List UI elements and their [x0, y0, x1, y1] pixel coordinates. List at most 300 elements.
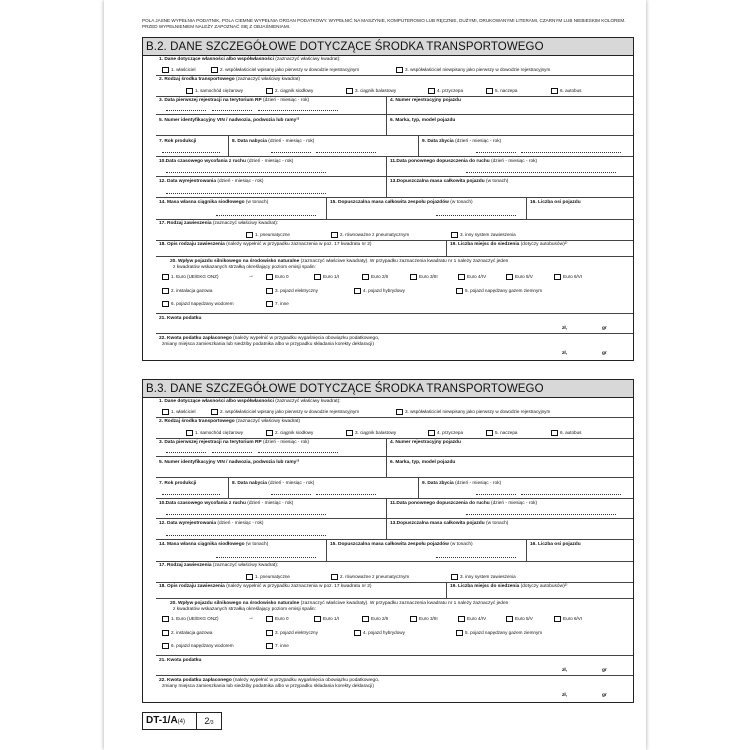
- field-hint: (dzień - miesiąc - rok): [491, 501, 538, 506]
- option-label: 1. samochód ciężarowy: [195, 88, 244, 94]
- checkbox[interactable]: [211, 67, 218, 73]
- option-other-fuel[interactable]: [266, 643, 289, 649]
- option-label: 2. równoważne z pneumatycznym: [340, 574, 410, 580]
- option-label: Euro 3/III: [419, 274, 438, 280]
- option-label: 3. ciągnik balastowy: [355, 88, 397, 94]
- year-line[interactable]: [162, 152, 220, 153]
- option-truck[interactable]: [186, 430, 243, 436]
- unit-gr: gr: [602, 693, 607, 698]
- option-euro-0[interactable]: [266, 274, 289, 280]
- option-co-owner-first[interactable]: [211, 409, 359, 415]
- option-euro[interactable]: [162, 616, 218, 622]
- checkbox[interactable]: [186, 88, 193, 94]
- option-truck[interactable]: [186, 88, 243, 94]
- checkbox[interactable]: [458, 616, 465, 622]
- value-line[interactable]: [436, 215, 516, 216]
- field-hint: (dzień - miesiąc - rok): [247, 501, 294, 506]
- unit-gr: gr: [602, 668, 607, 673]
- checkbox[interactable]: [162, 643, 169, 649]
- option-label: 3. inny system zawieszenia: [460, 574, 516, 580]
- option-euro-6[interactable]: [554, 274, 582, 280]
- date-line[interactable]: [316, 152, 376, 153]
- option-label: 4. pojazd hybrydowy: [363, 630, 405, 636]
- option-other-suspension[interactable]: [451, 574, 516, 580]
- option-label: 1. pneumatyczne: [255, 232, 290, 238]
- checkbox[interactable]: [362, 616, 369, 622]
- option-euro-3[interactable]: [410, 274, 438, 280]
- option-label: Euro 6/VI: [563, 274, 583, 280]
- field-label-suspension: 17. Rodzaj zawieszenia: [159, 563, 212, 568]
- unit-gr: gr: [602, 326, 607, 331]
- option-label: 6. autobus: [560, 430, 582, 436]
- option-hybrid[interactable]: [354, 288, 405, 294]
- option-label: Euro 5/V: [515, 616, 533, 622]
- option-label: 4. przyczepa: [437, 430, 464, 436]
- option-label: 1. Euro (UE/EKG ONZ): [171, 616, 219, 622]
- field-hint: (zaznaczyć właściwe kwadraty). W przypadku zaznaczenia kwadratu nr 1 należy zaznaczyć jeden: [300, 259, 509, 264]
- option-label: 2. ciągnik siodłowy: [275, 430, 314, 436]
- option-euro-3[interactable]: [410, 616, 438, 622]
- option-other-fuel[interactable]: [266, 301, 289, 307]
- field-label-tax-paid: 22. Kwota podatku zapłaconego: [159, 678, 232, 683]
- field-label-disposal-date: 9. Data zbycia: [422, 139, 454, 144]
- row-environment: [156, 257, 633, 314]
- value-line[interactable]: [216, 557, 316, 558]
- row-vehicle-type: [156, 76, 633, 97]
- option-gas[interactable]: [162, 288, 212, 294]
- field-hint: (zaznaczyć właściwy kwadrat):: [212, 221, 279, 226]
- row-suspension: [156, 220, 633, 241]
- checkbox[interactable]: [314, 616, 321, 622]
- option-owner[interactable]: [162, 67, 196, 73]
- date-line[interactable]: [521, 494, 621, 495]
- option-label: 5. naczepa: [495, 88, 518, 94]
- field-hint: (dzień - miesiąc - rok): [455, 481, 502, 486]
- field-hint: (dzień - miesiąc - rok): [268, 139, 315, 144]
- date-line[interactable]: [466, 514, 616, 515]
- field-hint: (należy wypełnić w przypadku zaznaczenia w poz. 17 kwadratu nr 2): [226, 242, 372, 247]
- checkbox[interactable]: [410, 274, 417, 280]
- vehicle-section-3: [142, 379, 634, 703]
- unit-zl: zł,: [562, 326, 568, 331]
- field-label-tractor-mass: 14. Masa własna ciągnika siodłowego: [159, 542, 245, 547]
- form-instructions: POLA JASNE WYPEŁNIA PODATNIK, POLA CIEMNE WYPEŁNIA ORGAN PODATKOWY. WYPEŁNIĆ NA MASZYNIE, KOMPUTEROWO LUB RĘCZNIE, DUŻYMI, DRUKOWANYMI LITERAMI, CZARNYM LUB NIEBIESKIM KOLOREM. PRZED WYPEŁNIENIEM NALEŻY ZAPOZNAĆ SIĘ Z OBJAŚNIENIAMI.: [142, 18, 626, 29]
- field-label-readmission-date: 11.Data ponownego dopuszczenia do ruchu: [390, 501, 490, 506]
- date-day-line[interactable]: [166, 110, 206, 111]
- field-hint: (w tonach): [245, 200, 269, 205]
- checkbox[interactable]: [346, 88, 353, 94]
- date-line[interactable]: [466, 172, 616, 173]
- field-label-gross-weight: 13.Dopuszczalna masa całkowita pojazdu: [390, 521, 485, 526]
- option-label: Euro 0: [275, 616, 289, 622]
- field-label-first-registration: 3. Data pierwszej rejestracji na terytorium RP: [159, 440, 262, 445]
- option-label: Euro 6/VI: [563, 616, 583, 622]
- option-label: 6. pojazd napędzany wodorem: [171, 643, 234, 649]
- date-line[interactable]: [166, 535, 326, 536]
- section-title: B.3. DANE SZCZEGÓŁOWE DOTYCZĄCE ŚRODKA TRANSPORTOWEGO: [143, 380, 633, 398]
- arrow-right-icon: →: [248, 273, 254, 279]
- option-bus[interactable]: [551, 88, 581, 94]
- field-label-make-model: 6. Marka, typ, model pojazdu: [390, 460, 456, 465]
- option-ballast-tractor[interactable]: [346, 430, 396, 436]
- page-number-text: 2: [204, 716, 210, 726]
- option-label: 1. właściciel: [171, 409, 196, 415]
- date-line[interactable]: [166, 514, 326, 515]
- option-pneumatic[interactable]: [246, 574, 290, 580]
- divider: [418, 478, 419, 498]
- row-suspension-desc: [156, 583, 633, 599]
- field-hint: (dotyczy autobusów)²⁾: [520, 242, 568, 247]
- checkbox[interactable]: [162, 274, 169, 280]
- field-label-acquisition-date: 8. Data nabycia: [232, 481, 267, 486]
- checkbox[interactable]: [162, 301, 169, 307]
- checkbox[interactable]: [362, 274, 369, 280]
- checkbox[interactable]: [396, 67, 403, 73]
- option-electric[interactable]: [266, 288, 318, 294]
- field-hint: (zaznaczyć właściwy kwadrat):: [275, 399, 341, 404]
- option-hybrid[interactable]: [354, 630, 405, 636]
- option-label: Euro 5/V: [515, 274, 533, 280]
- field-label-production-year: 7. Rok produkcji: [159, 481, 197, 486]
- row-tax: [156, 314, 633, 334]
- row-tax: [156, 656, 633, 676]
- field-hint: (dzień - miesiąc - rok): [247, 159, 294, 164]
- date-line[interactable]: [476, 494, 516, 495]
- checkbox[interactable]: [554, 616, 561, 622]
- option-label: Euro 2/II: [371, 616, 389, 622]
- checkbox[interactable]: [451, 574, 458, 580]
- option-euro[interactable]: [162, 274, 218, 280]
- field-hint: (należy wypełnić w przypadku wygaśnięcia obowiązku podatkowego,: [233, 336, 380, 341]
- date-month-line[interactable]: [212, 110, 252, 111]
- field-hint: (w tonach): [485, 179, 509, 184]
- option-label: 5. pojazd napędzany gazem ziemnym: [465, 288, 543, 294]
- date-day-line[interactable]: [166, 452, 206, 453]
- field-label-readmission-date: 11.Data ponownego dopuszczenia do ruchu: [390, 159, 490, 164]
- option-tractor[interactable]: [266, 430, 313, 436]
- arrow-right-icon: →: [248, 615, 254, 621]
- form-footer: [142, 712, 222, 730]
- year-line[interactable]: [162, 494, 220, 495]
- option-electric[interactable]: [266, 630, 318, 636]
- option-euro-4[interactable]: [458, 274, 486, 280]
- checkbox[interactable]: [246, 574, 253, 580]
- option-label: Euro 2/II: [371, 274, 389, 280]
- field-label-disposal-date: 9. Data zbycia: [422, 481, 454, 486]
- option-euro-6[interactable]: [554, 616, 582, 622]
- option-equivalent[interactable]: [331, 232, 409, 238]
- checkbox[interactable]: [551, 88, 558, 94]
- checkbox[interactable]: [428, 88, 435, 94]
- option-trailer[interactable]: [428, 430, 463, 436]
- checkbox[interactable]: [396, 409, 403, 415]
- option-ballast-tractor[interactable]: [346, 88, 396, 94]
- divider: [418, 136, 419, 156]
- option-other-suspension[interactable]: [451, 232, 516, 238]
- option-natural-gas[interactable]: [456, 630, 542, 636]
- row-deregistration: [156, 519, 633, 540]
- option-euro-2[interactable]: [362, 274, 388, 280]
- checkbox[interactable]: [162, 288, 169, 294]
- field-hint: (dzień - miesiąc - rok): [455, 139, 502, 144]
- field-hint: (dzień - miesiąc - rok): [263, 440, 310, 445]
- checkbox[interactable]: [266, 301, 273, 307]
- option-label: Euro 1/I: [323, 274, 340, 280]
- field-label-combination-mass: 15. Dopuszczalna masa całkowita zespołu pojazdów: [330, 200, 449, 205]
- option-label: 2. instalacja gazowa: [171, 630, 213, 636]
- field-label-vin: 5. Numer identyfikacyjny VIN / nadwozia, podwozia lub ramy¹⁾: [159, 118, 300, 123]
- option-label: 2. równoważne z pneumatycznym: [340, 232, 410, 238]
- field-hint: (zaznaczyć właściwy kwadrat): [236, 419, 301, 424]
- row-registration: [156, 97, 633, 115]
- option-euro-5[interactable]: [506, 274, 533, 280]
- date-line[interactable]: [271, 494, 311, 495]
- field-label-withdrawal-date: 10.Data czasowego wycofania z ruchu: [159, 501, 246, 506]
- unit-zl: zł,: [562, 351, 568, 356]
- checkbox[interactable]: [554, 274, 561, 280]
- checkbox[interactable]: [410, 616, 417, 622]
- field-hint: (należy wypełnić w przypadku wygaśnięcia obowiązku podatkowego,: [233, 678, 380, 683]
- option-co-owner-other[interactable]: [396, 409, 550, 415]
- option-label: 5. pojazd napędzany gazem ziemnym: [465, 630, 543, 636]
- option-label: 3. współwłaściciel niewpisany jako pierwszy w dowodzie rejestracyjnym: [405, 67, 551, 73]
- divider: [326, 540, 327, 561]
- divider: [326, 198, 327, 219]
- field-label-seats: 19. Liczba miejsc do siedzenia: [450, 584, 520, 589]
- field-label-ownership: 1. Dane dotyczące własności albo współwłasności: [159, 57, 274, 62]
- date-year-line[interactable]: [258, 452, 338, 453]
- checkbox[interactable]: [551, 430, 558, 436]
- option-label: 4. przyczepa: [437, 88, 464, 94]
- row-vin: [156, 115, 633, 136]
- row-deregistration: [156, 177, 633, 198]
- option-label: 7. inne: [275, 301, 289, 307]
- option-natural-gas[interactable]: [456, 288, 542, 294]
- option-gas[interactable]: [162, 630, 212, 636]
- checkbox[interactable]: [162, 67, 169, 73]
- checkbox[interactable]: [246, 232, 253, 238]
- field-label-suspension-desc: 18. Opis rodzaju zawieszenia: [159, 584, 225, 589]
- option-label: 1. właściciel: [171, 67, 196, 73]
- option-pneumatic[interactable]: [246, 232, 290, 238]
- option-label: Euro 1/I: [323, 616, 340, 622]
- field-hint: z kwadratów wskazanych strzałką określający poziom emisji spalin:: [173, 265, 316, 270]
- option-semitrailer[interactable]: [486, 88, 517, 94]
- form-page: [104, 0, 646, 750]
- field-label-vin: 5. Numer identyfikacyjny VIN / nadwozia, podwozia lub ramy¹⁾: [159, 460, 300, 465]
- field-hint: (w tonach): [450, 200, 473, 205]
- row-ownership: [156, 56, 633, 76]
- divider: [386, 177, 387, 197]
- checkbox[interactable]: [506, 616, 513, 622]
- field-hint: (zaznaczyć właściwy kwadrat):: [275, 57, 341, 62]
- date-line[interactable]: [271, 152, 311, 153]
- field-label-axle-count: 16. Liczba osi pojazdu: [530, 200, 581, 205]
- checkbox[interactable]: [211, 409, 218, 415]
- date-month-line[interactable]: [212, 452, 252, 453]
- checkbox[interactable]: [266, 430, 273, 436]
- field-hint: (dzień - miesiąc - rok): [263, 98, 310, 103]
- vehicle-section-2: [142, 37, 634, 361]
- checkbox[interactable]: [266, 630, 273, 636]
- divider: [446, 583, 447, 598]
- checkbox[interactable]: [486, 88, 493, 94]
- checkbox[interactable]: [428, 430, 435, 436]
- option-label: 6. pojazd napędzany wodorem: [171, 301, 234, 307]
- checkbox[interactable]: [266, 88, 273, 94]
- checkbox[interactable]: [451, 232, 458, 238]
- option-euro-1[interactable]: [314, 274, 339, 280]
- checkbox[interactable]: [486, 430, 493, 436]
- checkbox[interactable]: [506, 274, 513, 280]
- field-label-tax-amount: 21. Kwota podatku: [159, 316, 202, 321]
- option-label: Euro 4/IV: [467, 616, 487, 622]
- option-label: 3. ciągnik balastowy: [355, 430, 397, 436]
- row-tax-paid: [156, 334, 633, 360]
- checkbox[interactable]: [458, 274, 465, 280]
- value-line[interactable]: [436, 557, 516, 558]
- date-year-line[interactable]: [258, 110, 338, 111]
- field-label-tax-paid: 22. Kwota podatku zapłaconego: [159, 336, 232, 341]
- checkbox[interactable]: [266, 288, 273, 294]
- checkbox[interactable]: [456, 630, 463, 636]
- option-owner[interactable]: [162, 409, 196, 415]
- row-masses: [156, 198, 633, 220]
- option-label: 5. naczepa: [495, 430, 518, 436]
- field-label-axle-count: 16. Liczba osi pojazdu: [530, 542, 581, 547]
- field-label-first-registration: 3. Data pierwszej rejestracji na terytorium RP: [159, 98, 262, 103]
- checkbox[interactable]: [456, 288, 463, 294]
- option-euro-2[interactable]: [362, 616, 388, 622]
- checkbox[interactable]: [186, 430, 193, 436]
- divider: [386, 115, 387, 135]
- row-dates: [156, 478, 633, 499]
- checkbox[interactable]: [162, 409, 169, 415]
- field-hint: (zaznaczyć właściwy kwadrat):: [212, 563, 279, 568]
- row-tax-paid: [156, 676, 633, 702]
- field-label-ownership: 1. Dane dotyczące własności albo współwłasności: [159, 399, 274, 404]
- field-label-production-year: 7. Rok produkcji: [159, 139, 197, 144]
- option-trailer[interactable]: [428, 88, 463, 94]
- field-hint: (zaznaczyć właściwy kwadrat): [236, 77, 301, 82]
- field-hint: (w tonach): [245, 542, 269, 547]
- field-hint: (dzień - miesiąc - rok): [491, 159, 538, 164]
- option-co-owner-other[interactable]: [396, 67, 550, 73]
- row-withdrawal: [156, 499, 633, 519]
- divider: [228, 136, 229, 156]
- form-code-text: DT-1/A: [146, 715, 178, 726]
- divider: [386, 519, 387, 539]
- field-label-tractor-mass: 14. Masa własna ciągnika siodłowego: [159, 200, 245, 205]
- option-label: 6. autobus: [560, 88, 582, 94]
- field-hint: (dzień - miesiąc - rok): [268, 481, 315, 486]
- field-label-make-model: 6. Marka, typ, model pojazdu: [390, 118, 456, 123]
- form-code: [143, 713, 197, 729]
- row-suspension-desc: [156, 241, 633, 257]
- row-masses: [156, 540, 633, 562]
- checkbox[interactable]: [354, 288, 361, 294]
- field-label-withdrawal-date: 10.Data czasowego wycofania z ruchu: [159, 159, 246, 164]
- checkbox[interactable]: [266, 274, 273, 280]
- option-euro-5[interactable]: [506, 616, 533, 622]
- field-label-tax-amount: 21. Kwota podatku: [159, 658, 202, 663]
- checkbox[interactable]: [162, 630, 169, 636]
- unit-gr: gr: [602, 351, 607, 356]
- field-label-suspension: 17. Rodzaj zawieszenia: [159, 221, 212, 226]
- date-line[interactable]: [316, 494, 376, 495]
- option-bus[interactable]: [551, 430, 581, 436]
- option-tractor[interactable]: [266, 88, 313, 94]
- checkbox[interactable]: [162, 616, 169, 622]
- divider: [386, 439, 387, 456]
- row-vin: [156, 457, 633, 478]
- option-co-owner-first[interactable]: [211, 67, 359, 73]
- checkbox[interactable]: [354, 630, 361, 636]
- checkbox[interactable]: [346, 430, 353, 436]
- field-label-suspension-desc: 18. Opis rodzaju zawieszenia: [159, 242, 225, 247]
- divider: [386, 157, 387, 176]
- checkbox[interactable]: [331, 232, 338, 238]
- page-number: [197, 713, 221, 729]
- divider: [526, 198, 527, 219]
- field-hint: (dzień - miesiąc - rok): [217, 179, 264, 184]
- field-label-vehicle-type: 2. Rodzaj środka transportowego: [159, 419, 235, 424]
- divider: [386, 499, 387, 518]
- checkbox[interactable]: [266, 643, 273, 649]
- option-label: Euro 0: [275, 274, 289, 280]
- value-line[interactable]: [216, 215, 316, 216]
- field-hint: z kwadratów wskazanych strzałką określający poziom emisji spalin:: [173, 607, 316, 612]
- divider: [386, 97, 387, 114]
- option-euro-4[interactable]: [458, 616, 486, 622]
- option-euro-0[interactable]: [266, 616, 289, 622]
- divider: [386, 457, 387, 477]
- option-euro-1[interactable]: [314, 616, 339, 622]
- option-hydrogen[interactable]: [162, 301, 234, 307]
- section-title: B.2. DANE SZCZEGÓŁOWE DOTYCZĄCE ŚRODKA TRANSPORTOWEGO: [143, 38, 633, 56]
- field-label-deregistration-date: 12. Data wyrejestrowania: [159, 521, 217, 526]
- option-label: 3. inny system zawieszenia: [460, 232, 516, 238]
- divider: [526, 540, 527, 561]
- divider: [228, 478, 229, 498]
- field-label-registration-number: 4. Numer rejestracyjny pojazdu: [390, 98, 461, 103]
- unit-zl: zł,: [562, 668, 568, 673]
- field-hint: (należy wypełnić w przypadku zaznaczenia w poz. 17 kwadratu nr 2): [226, 584, 372, 589]
- field-hint: zmiany miejsca zamieszkania lub siedziby podatnika albo w przypadku składania korekty deklaracji): [162, 342, 374, 347]
- field-hint: (dzień - miesiąc - rok): [217, 521, 264, 526]
- field-label-combination-mass: 15. Dopuszczalna masa całkowita zespołu pojazdów: [330, 542, 449, 547]
- field-label-seats: 19. Liczba miejsc do siedzenia: [450, 242, 520, 247]
- row-vehicle-type: [156, 418, 633, 439]
- checkbox[interactable]: [314, 274, 321, 280]
- checkbox[interactable]: [331, 574, 338, 580]
- option-label: 2. instalacja gazowa: [171, 288, 213, 294]
- option-semitrailer[interactable]: [486, 430, 517, 436]
- date-line[interactable]: [166, 193, 326, 194]
- option-label: 1. Euro (UE/EKG ONZ): [171, 274, 219, 280]
- date-line[interactable]: [476, 152, 516, 153]
- date-line[interactable]: [166, 172, 326, 173]
- option-label: 2. ciągnik siodłowy: [275, 88, 314, 94]
- date-line[interactable]: [521, 152, 621, 153]
- field-label-gross-weight: 13.Dopuszczalna masa całkowita pojazdu: [390, 179, 485, 184]
- option-label: Euro 4/IV: [467, 274, 487, 280]
- field-label-environment: 20. Wpływ pojazdu silnikowego na środowisko naturalne: [170, 259, 300, 264]
- option-equivalent[interactable]: [331, 574, 409, 580]
- option-hydrogen[interactable]: [162, 643, 234, 649]
- checkbox[interactable]: [266, 616, 273, 622]
- field-hint: (dotyczy autobusów)²⁾: [520, 584, 568, 589]
